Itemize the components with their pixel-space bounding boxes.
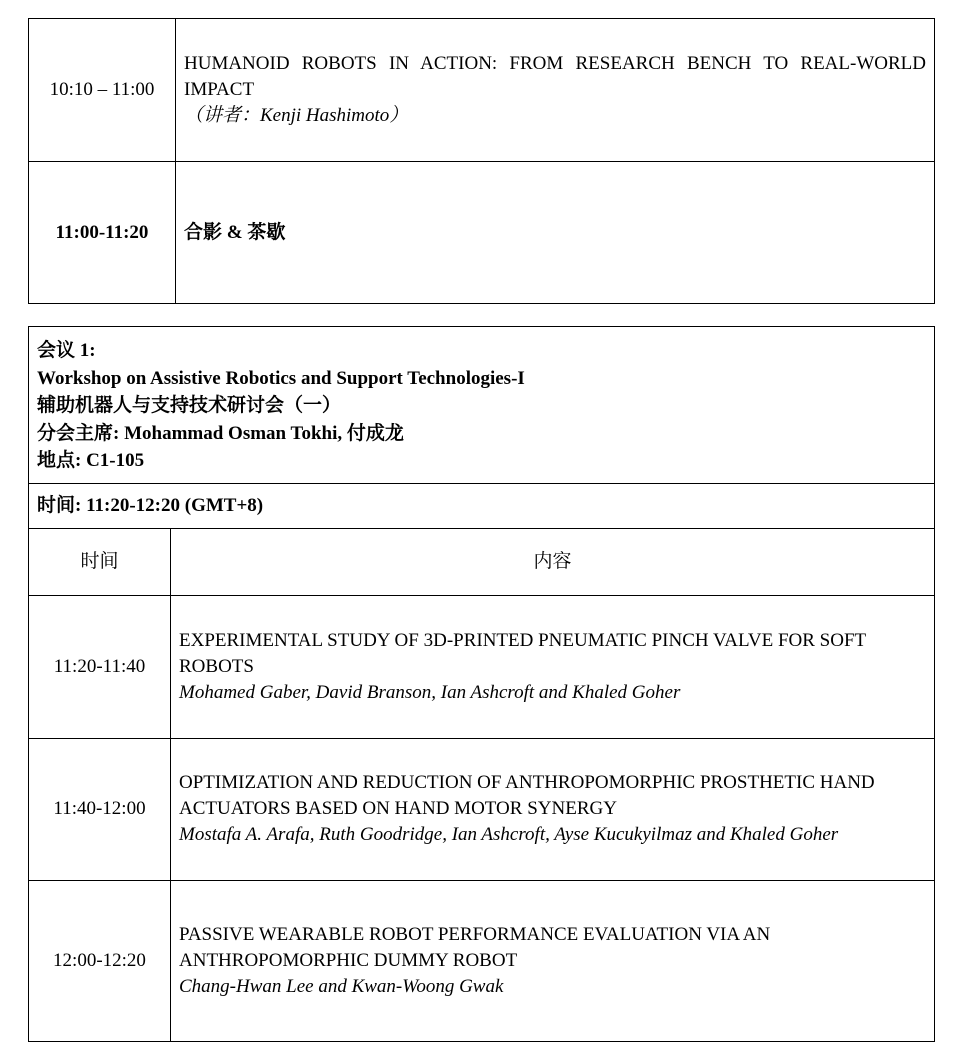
paper-title: OPTIMIZATION AND REDUCTION OF ANTHROPOMORPHIC PROSTHETIC HAND ACTUATORS BASED ON HAND MOTOR SYNERGY <box>179 772 875 819</box>
paper-title: PASSIVE WEARABLE ROBOT PERFORMANCE EVALUATION VIA AN ANTHROPOMORPHIC DUMMY ROBOT <box>179 923 771 971</box>
table-row <box>29 595 935 738</box>
table-row <box>29 738 935 880</box>
paper-authors: Chang-Hwan Lee and Kwan-Woong Gwak <box>179 975 504 997</box>
talk-title: HUMANOID ROBOTS IN ACTION: FROM RESEARCH BENCH TO REAL-WORLD IMPACT <box>184 53 926 100</box>
paper-time: 11:40-12:00 <box>29 738 171 880</box>
paper-content <box>171 880 935 1041</box>
paper-authors: Mohamed Gaber, David Branson, Ian Ashcroft and Khaled Goher <box>179 681 681 703</box>
session-header-row <box>29 327 935 484</box>
session-label: 会议 1: <box>37 340 96 361</box>
session-time-row <box>29 483 935 528</box>
table-row <box>29 880 935 1041</box>
time-cell: 11:00-11:20 <box>29 162 176 304</box>
paper-content <box>171 738 935 880</box>
table-row <box>29 19 935 162</box>
column-header-row <box>29 528 935 595</box>
paper-content <box>171 595 935 738</box>
session-location: 地点: C1-105 <box>37 450 145 471</box>
paper-title: EXPERIMENTAL STUDY OF 3D-PRINTED PNEUMATIC PINCH VALVE FOR SOFT ROBOTS <box>179 629 866 677</box>
talk-speaker: （讲者：Kenji Hashimoto） <box>184 105 409 126</box>
session-title-en: Workshop on Assistive Robotics and Support Technologies-I <box>37 367 525 389</box>
content-cell <box>176 19 935 162</box>
previous-schedule-table <box>28 18 935 304</box>
session-chairs: 分会主席: Mohammad Osman Tokhi, 付成龙 <box>37 422 404 444</box>
session-time: 时间: 11:20-12:20 (GMT+8) <box>29 483 935 528</box>
content-cell: 合影 & 茶歇 <box>176 162 935 304</box>
column-header-time: 时间 <box>29 528 171 595</box>
paper-time: 11:20-11:40 <box>29 595 171 738</box>
table-row <box>29 162 935 304</box>
session-header <box>29 327 935 484</box>
paper-time: 12:00-12:20 <box>29 880 171 1041</box>
paper-authors: Mostafa A. Arafa, Ruth Goodridge, Ian Ashcroft, Ayse Kucukyilmaz and Khaled Goher <box>179 824 839 845</box>
column-header-content: 内容 <box>171 528 935 595</box>
time-cell: 10:10 – 11:00 <box>29 19 176 162</box>
session-title-zh: 辅助机器人与支持技术研讨会（一） <box>37 395 342 416</box>
session-table <box>28 326 935 1042</box>
